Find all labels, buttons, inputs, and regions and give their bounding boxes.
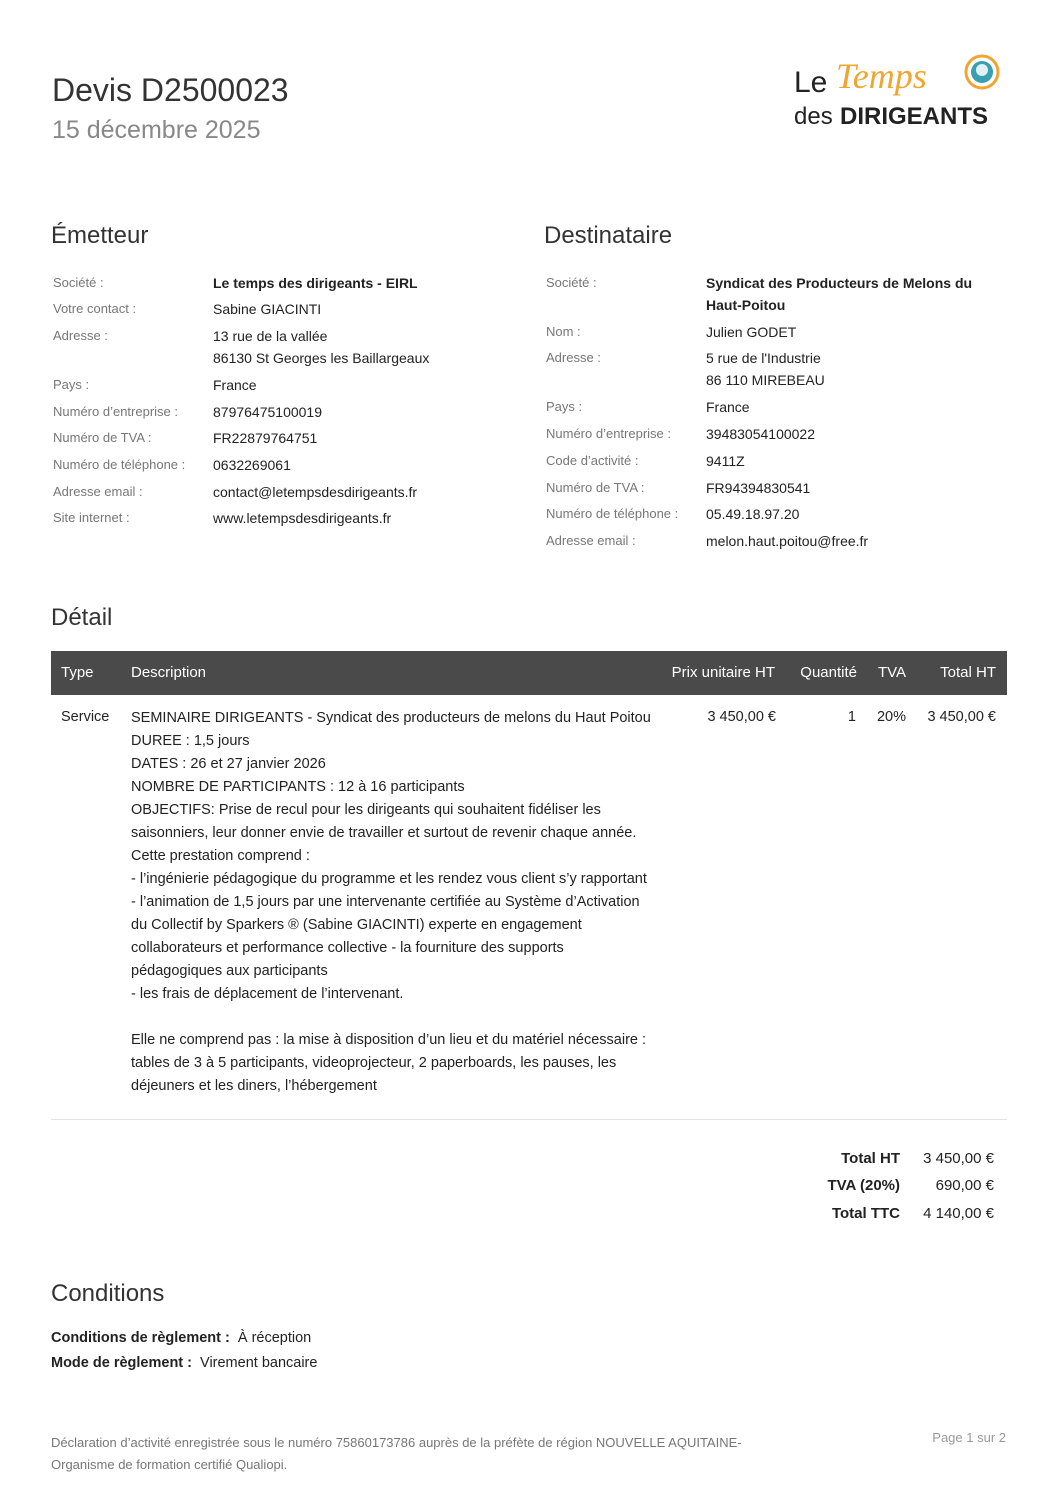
recipient-address-line1: 5 rue de l'Industrie: [706, 350, 821, 366]
recipient-email-row: [546, 530, 1006, 556]
description-line: - les frais de déplacement de l’intervenant.: [131, 986, 404, 1002]
issuer-email-row: [53, 481, 493, 507]
company-logo: [792, 50, 1008, 130]
recipient-address-line2: 86 110 MIREBEAU: [706, 372, 825, 388]
table-row-divider: [51, 1119, 1007, 1120]
field-label: Numéro de TVA :: [546, 480, 645, 495]
description-line: déjeuners et les diners, l’hébergement: [131, 1078, 377, 1094]
issuer-email: contact@letempsdesdirigeants.fr: [213, 484, 418, 500]
issuer-address-line2: 86130 St Georges les Baillargeaux: [213, 350, 430, 366]
column-header-description: Description: [131, 664, 207, 681]
page-number: Page 1 sur 2: [932, 1430, 1006, 1445]
field-label: Site internet :: [53, 510, 130, 525]
field-label: Société :: [53, 275, 104, 290]
payment-method-value: Virement bancaire: [200, 1355, 318, 1371]
column-header-type: Type: [61, 664, 94, 681]
recipient-details: [546, 272, 1006, 556]
field-label: Adresse email :: [53, 484, 143, 499]
total-ttc-label: Total TTC: [831, 1205, 900, 1222]
detail-heading: Détail: [51, 604, 113, 631]
issuer-siret: 87976475100019: [213, 404, 323, 420]
issuer-vat-row: [53, 427, 493, 454]
line-description: [131, 707, 661, 1098]
line-type: Service: [61, 709, 110, 725]
recipient-phone-row: [546, 503, 1006, 530]
recipient-siret: 39483054100022: [706, 426, 816, 442]
payment-method-label: Mode de règlement :: [51, 1355, 192, 1371]
field-label: Société :: [546, 275, 597, 290]
issuer-contact-row: [53, 298, 493, 325]
recipient-company-line2: Haut-Poitou: [706, 297, 786, 313]
recipient-activity-code-row: [546, 450, 1006, 477]
field-label: Numéro de téléphone :: [546, 506, 679, 521]
description-line: DATES : 26 et 27 janvier 2026: [131, 756, 326, 772]
issuer-country: France: [213, 377, 257, 393]
field-label: Numéro d’entreprise :: [53, 404, 178, 419]
recipient-company-line1: Syndicat des Producteurs de Melons du: [706, 275, 973, 291]
recipient-siret-row: [546, 423, 1006, 450]
issuer-contact: Sabine GIACINTI: [213, 301, 322, 317]
recipient-heading: Destinataire: [544, 222, 673, 249]
issuer-company: Le temps des dirigeants - EIRL: [213, 275, 418, 291]
issuer-phone: 0632269061: [213, 457, 291, 473]
recipient-phone: 05.49.18.97.20: [706, 506, 800, 522]
description-line: - l’ingénierie pédagogique du programme et les rendez vous client s’y rapportant: [131, 871, 647, 887]
description-line: NOMBRE DE PARTICIPANTS : 12 à 16 participants: [131, 779, 465, 795]
recipient-activity-code: 9411Z: [706, 453, 745, 469]
recipient-name-row: [546, 321, 1006, 347]
logo-text-le: Le: [794, 66, 828, 99]
column-header-unit-price: Prix unitaire HT: [671, 664, 775, 681]
field-label: Pays :: [546, 399, 583, 414]
issuer-siret-row: [53, 401, 493, 427]
field-label: Pays :: [53, 377, 90, 392]
field-label: Adresse :: [546, 350, 601, 365]
recipient-name: Julien GODET: [706, 324, 797, 340]
logo-text-temps: Temps: [836, 56, 927, 96]
description-line: - l’animation de 1,5 jours par une intervenante certifiée au Système d’Activation: [131, 894, 640, 910]
field-label: Numéro de TVA :: [53, 430, 152, 445]
field-label: Adresse :: [53, 328, 108, 343]
total-ht-label: Total HT: [841, 1150, 900, 1167]
issuer-website: www.letempsdesdirigeants.fr: [213, 510, 392, 526]
issuer-address-line1: 13 rue de la vallée: [213, 328, 328, 344]
recipient-country-row: [546, 396, 1006, 423]
description-line: collaborateurs et performance collective - la fourniture des supports: [131, 940, 564, 956]
recipient-email: melon.haut.poitou@free.fr: [706, 533, 869, 549]
totals-block: [700, 1150, 1006, 1230]
payment-terms-label: Conditions de règlement :: [51, 1330, 230, 1346]
payment-terms: [51, 1330, 311, 1346]
column-header-total: Total HT: [940, 664, 996, 681]
issuer-website-row: [53, 507, 493, 533]
total-ttc-value: 4 140,00 €: [923, 1205, 994, 1222]
footer-line: Organisme de formation certifié Qualiopi.: [51, 1457, 288, 1472]
field-label: Adresse email :: [546, 533, 636, 548]
logo-clock-icon: [966, 56, 998, 88]
field-label: Nom :: [546, 324, 581, 339]
issuer-address-row: [53, 325, 493, 374]
description-line: Cette prestation comprend :: [131, 848, 310, 864]
issuer-country-row: [53, 374, 493, 401]
logo-text-des: des: [794, 103, 833, 130]
description-line: Elle ne comprend pas : la mise à disposition d’un lieu et du matériel nécessaire :: [131, 1032, 647, 1048]
issuer-heading: Émetteur: [51, 222, 149, 249]
description-spacer: [131, 1006, 661, 1029]
detail-table-header: [51, 651, 1007, 695]
total-vat-value: 690,00 €: [935, 1177, 994, 1194]
column-header-quantity: Quantité: [800, 664, 857, 681]
line-vat: 20%: [876, 709, 906, 725]
total-vat-label: TVA (20%): [827, 1177, 900, 1194]
recipient-country: France: [706, 399, 750, 415]
line-total: 3 450,00 €: [927, 709, 996, 725]
field-label: Numéro d’entreprise :: [546, 426, 671, 441]
description-line: du Collectif by Sparkers ® (Sabine GIACINTI) experte en engagement: [131, 917, 582, 933]
issuer-vat: FR22879764751: [213, 430, 318, 446]
description-line: tables de 3 à 5 participants, videoprojecteur, 2 paperboards, les pauses, les: [131, 1055, 617, 1071]
line-quantity: 1: [847, 709, 856, 725]
recipient-address-row: [546, 347, 1006, 396]
issuer-phone-row: [53, 454, 493, 481]
document-date: 15 décembre 2025: [52, 116, 261, 144]
issuer-company-row: [53, 272, 493, 298]
logo-text-dirigeants: DIRIGEANTS: [840, 103, 989, 130]
document-title: Devis D2500023: [52, 72, 289, 108]
total-ht-value: 3 450,00 €: [923, 1150, 994, 1167]
description-line: DUREE : 1,5 jours: [131, 733, 250, 749]
payment-method: [51, 1355, 317, 1371]
conditions-heading: Conditions: [51, 1280, 165, 1307]
footer-line: Déclaration d’activité enregistrée sous le numéro 75860173786 auprès de la préfète de région NOUVELLE AQUITAINE-: [51, 1435, 742, 1450]
field-label: Numéro de téléphone :: [53, 457, 186, 472]
footer-legal: [51, 1432, 811, 1476]
issuer-details: [53, 272, 493, 533]
column-header-vat: TVA: [877, 664, 906, 681]
line-unit-price: 3 450,00 €: [707, 709, 776, 725]
recipient-company-row: [546, 272, 1006, 321]
payment-terms-value: À réception: [237, 1330, 312, 1346]
field-label: Votre contact :: [53, 301, 137, 316]
recipient-vat: FR94394830541: [706, 480, 811, 496]
recipient-vat-row: [546, 477, 1006, 503]
description-line: SEMINAIRE DIRIGEANTS - Syndicat des producteurs de melons du Haut Poitou: [131, 710, 651, 726]
field-label: Code d’activité :: [546, 453, 639, 468]
description-line: pédagogiques aux participants: [131, 963, 328, 979]
description-line: saisonniers, leur donner envie de travailler et surtout de revenir chaque année.: [131, 825, 637, 841]
description-line: OBJECTIFS: Prise de recul pour les dirigeants qui souhaitent fidéliser les: [131, 802, 601, 818]
